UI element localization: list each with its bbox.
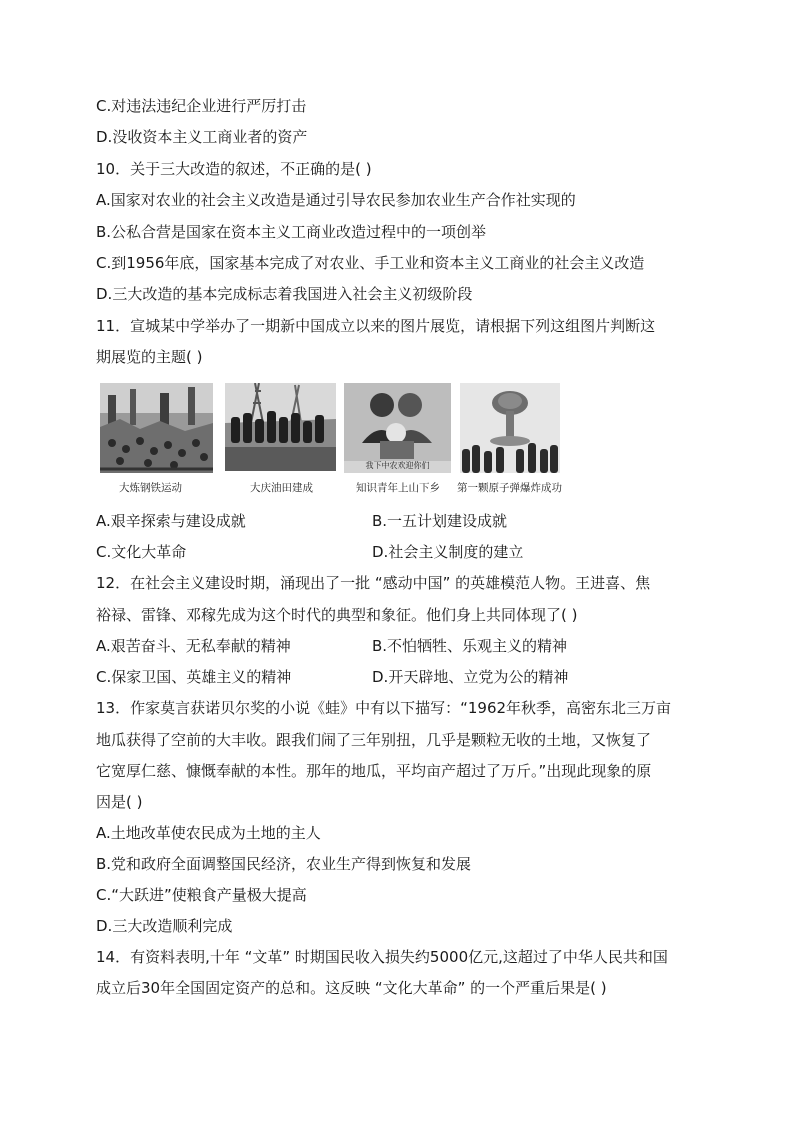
q11-option-d: D.社会主义制度的建立 [372,543,524,561]
q12-stem-line-2: 裕禄、雷锋、邓稼先成为这个时代的典型和象征。他们身上共同体现了( ) [96,606,578,624]
steel-furnace-crowd-photo [100,383,213,473]
q13-option-a: A.土地改革使农民成为土地的主人 [96,824,321,842]
q12-option-b: B.不怕牺牲、乐观主义的精神 [372,637,568,655]
q13-stem-line-4: 因是( ) [96,793,143,811]
q12-option-a: A.艰苦奋斗、无私奉献的精神 [96,637,291,655]
photo-caption-bomb: 第一颗原子弹爆炸成功 [457,482,562,494]
q13-stem-line-2: 地瓜获得了空前的大丰收。跟我们闹了三年别扭，几乎是颗粒无收的土地，又恢复了 [96,731,652,749]
q12-stem-line-1: 12．在社会主义建设时期，涌现出了一批 “感动中国” 的英雄模范人物。王进喜、焦 [96,574,651,592]
q12-options-row-1 [96,636,568,656]
q11-options-row-2 [96,542,524,562]
q9-option-c: C.对违法违纪企业进行严厉打击 [96,97,307,115]
q10-option-c: C.到1956年底，国家基本完成了对农业、手工业和资本主义工商业的社会主义改造 [96,254,645,272]
q13-stem-line-1: 13．作家莫言获诺贝尔奖的小说《蛙》中有以下描写：“1962年秋季，高密东北三万亩 [96,699,672,717]
q14-stem-line-2: 成立后30年全国固定资产的总和。这反映 “文化大革命” 的一个严重后果是( ) [96,979,607,997]
mushroom-cloud-photo [460,383,560,473]
photo-caption-steel: 大炼钢铁运动 [119,482,182,494]
q12-option-c: C.保家卫国、英雄主义的精神 [96,668,292,686]
youth-poster-photo [344,383,451,473]
q10-option-d: D.三大改造的基本完成标志着我国进入社会主义初级阶段 [96,285,473,303]
poster-banner-text: 我下中农欢迎你们 [365,461,430,470]
q13-option-b: B.党和政府全面调整国民经济，农业生产得到恢复和发展 [96,855,472,873]
q10-stem: 10．关于三大改造的叙述，不正确的是( ) [96,160,372,178]
photo-strip [100,383,580,501]
q14-stem-line-1: 14．有资料表明,十年 “文革” 时期国民收入损失约5000亿元,这超过了中华人民共和国 [96,948,668,966]
q11-option-b: B.一五计划建设成就 [372,512,508,530]
q12-option-d: D.开天辟地、立党为公的精神 [372,668,569,686]
q13-stem-line-3: 它宽厚仁慈、慷慨奉献的本性。那年的地瓜，平均亩产超过了万斤。”出现此现象的原 [96,762,652,780]
q11-options-row-1 [96,511,508,531]
q10-option-b: B.公私合营是国家在资本主义工商业改造过程中的一项创举 [96,223,487,241]
photo-caption-oil: 大庆油田建成 [250,482,313,494]
q13-option-d: D.三大改造顺利完成 [96,917,233,935]
photo-caption-youth: 知识青年上山下乡 [356,482,440,494]
q10-option-a: A.国家对农业的社会主义改造是通过引导农民参加农业生产合作社实现的 [96,191,576,209]
q11-stem-line-2: 期展览的主题( ) [96,348,203,366]
q11-option-c: C.文化大革命 [96,543,187,561]
q11-option-a: A.艰辛探索与建设成就 [96,512,246,530]
q11-stem-line-1: 11．宣城某中学举办了一期新中国成立以来的图片展览，请根据下列这组图片判断这 [96,317,656,335]
oil-workers-photo [225,383,336,471]
q12-options-row-2 [96,667,569,687]
q13-option-c: C.“大跃进”使粮食产量极大提高 [96,886,307,904]
q9-option-d: D.没收资本主义工商业者的资产 [96,128,308,146]
